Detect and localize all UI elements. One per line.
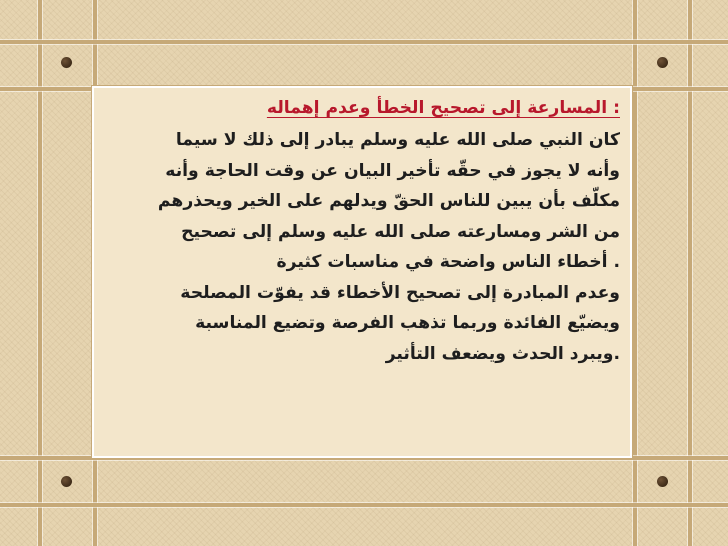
body-line: .ويبرد الحدث ويضعف التأثير xyxy=(385,343,620,364)
corner-dot-icon xyxy=(657,476,668,487)
body-line: مكلّف بأن يبين للناس الحقّ ويدلهم على الخير ويحذرهم xyxy=(157,191,620,211)
body-line: وعدم المبادرة إلى تصحيح الأخطاء قد يفوّت المصلحة xyxy=(180,282,620,303)
body-line: ويضيّع الفائدة وربما تذهب الفرصة وتضيع المناسبة xyxy=(195,313,620,333)
frame-line xyxy=(0,40,728,44)
frame-line xyxy=(633,0,637,546)
frame-line xyxy=(688,0,692,546)
corner-dot-icon xyxy=(61,57,72,68)
slide-text xyxy=(100,93,626,369)
corner-dot-icon xyxy=(657,57,668,68)
frame-line xyxy=(0,456,728,460)
frame-line xyxy=(0,503,728,507)
frame-line xyxy=(38,0,42,546)
body-line: وأنه لا يجوز في حقّه تأخير البيان عن وقت الحاجة وأنه xyxy=(165,160,620,181)
body-line: من الشر ومسارعته صلى الله عليه وسلم إلى تصحيح xyxy=(181,221,620,242)
corner-dot-icon xyxy=(61,476,72,487)
slide-heading: : المسارعة إلى تصحيح الخطأ وعدم إهماله xyxy=(266,98,620,118)
body-line: . أخطاء الناس واضحة في مناسبات كثيرة xyxy=(276,252,620,272)
body-line: كان النبي صلى الله عليه وسلم يبادر إلى ذلك لا سيما xyxy=(175,130,620,150)
